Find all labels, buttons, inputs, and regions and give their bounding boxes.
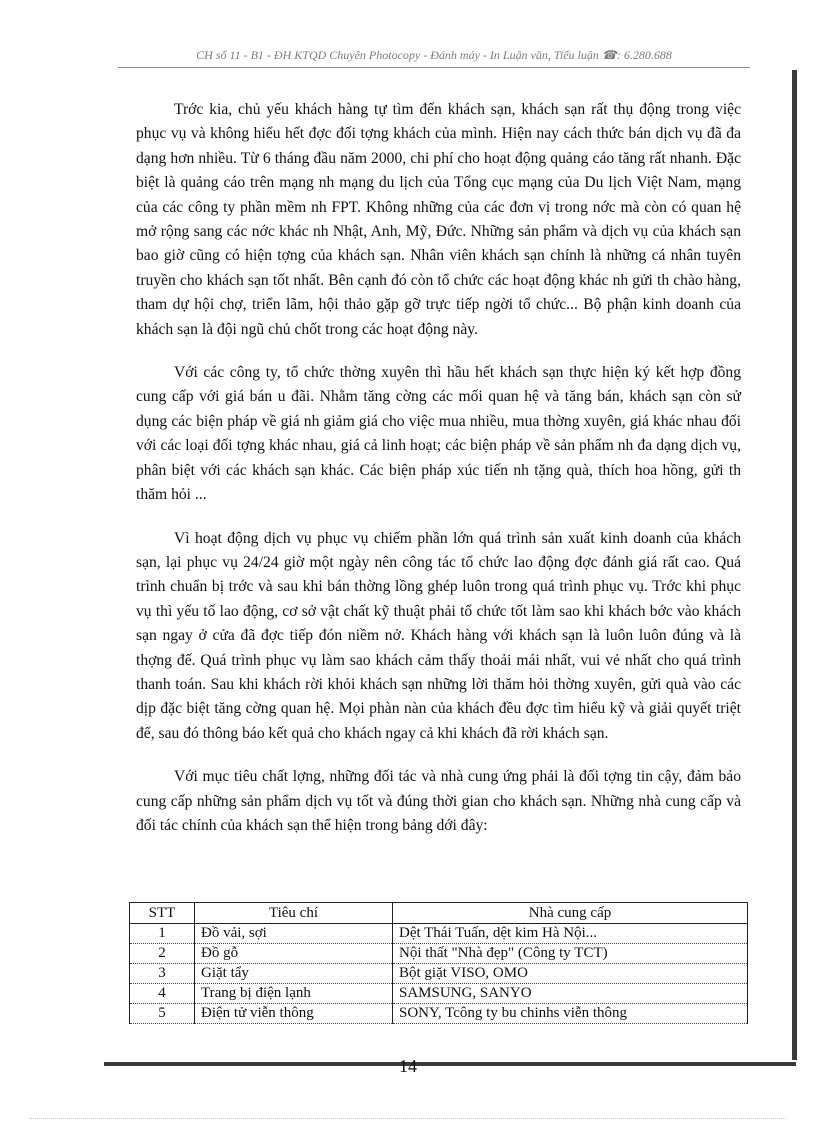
row-criteria: Điện tử viễn thông (195, 1004, 393, 1024)
row-supplier: SAMSUNG, SANYO (393, 984, 748, 1004)
row-criteria: Đồ vải, sợi (195, 924, 393, 944)
paragraph-pricing: Với các công ty, tổ chức thờng xuyên thì hầu hết khách sạn thực hiện ký kết hợp đồng cung cấp với giá bán u đãi. Nhằm tăng cờng các mối quan hệ và tăng bán, khách sạn còn sử dụng các biện pháp về giá nh giảm giá cho việc mua nhiều, mua thờng xuyên, giá khác nhau đối với các loại đối tợng khác nhau, giá cả linh hoạt; các biện pháp về sản phẩm nh đa dạng dịch vụ, phân biệt với các khách sạn khác. Các biện pháp xúc tiến nh tặng quà, thích hoa hồng, gửi th thăm hỏi ... (136, 364, 741, 504)
column-header-criteria: Tiêu chí (195, 903, 393, 924)
table-row (130, 964, 748, 984)
suppliers-table (129, 902, 748, 1024)
page-header: CH số 11 - B1 - ĐH KTQD Chuyên Photocopy - Đánh máy - In Luận văn, Tiểu luận ☎: 6.280.688 (118, 48, 750, 68)
table-row (130, 984, 748, 1004)
table-row (130, 924, 748, 944)
column-header-supplier: Nhà cung cấp (393, 903, 748, 924)
paragraph-advertising: Trớc kia, chủ yếu khách hàng tự tìm đến khách sạn, khách sạn rất thụ động trong việc phục vụ và không hiểu hết đợc đối tợng khách của mình. Hiện nay cách thức bán dịch vụ đã đa dạng hơn nhiều. Từ 6 tháng đầu năm 2000, chi phí cho hoạt động quảng cáo tăng rất nhanh. Đặc biệt là quảng cáo trên mạng nh mạng du lịch của Tổng cục mạng của Du lịch Việt Nam, mạng của các công ty phần mềm nh FPT. Không những của các đơn vị trong nớc mà còn có quan hệ mở rộng sang các nớc khác nh Nhật, Anh, Mỹ, Đức. Những sản phẩm và dịch vụ của khách sạn bao giờ cũng có hiện tợng của khách sạn. Nhân viên khách sạn chính là những cá nhân tuyên truyền cho khách sạn tốt nhất. Bên cạnh đó còn tổ chức các hoạt động khác nh gửi th chào hàng, tham dự hội chợ, triển lãm, hội thảo gặp gỡ trực tiếp ngời tổ chức... Bộ phận kinh doanh của khách sạn là đội ngũ chủ chốt trong các hoạt động này. (136, 101, 741, 338)
row-criteria: Đồ gỗ (195, 944, 393, 964)
row-criteria: Trang bị điện lạnh (195, 984, 393, 1004)
row-number: 5 (130, 1004, 195, 1024)
paragraph-suppliers-intro: Với mục tiêu chất lợng, những đối tác và nhà cung ứng phải là đối tợng tin cậy, đảm bảo cung cấp những sản phẩm dịch vụ tốt và đúng thời gian cho khách sạn. Những nhà cung cấp và đối tác chính của khách sạn thể hiện trong bảng dới đây: (136, 768, 741, 834)
row-criteria: Giặt tẩy (195, 964, 393, 984)
table-row (130, 1004, 748, 1024)
page-number: 14 (399, 1056, 417, 1076)
document-body (136, 98, 741, 857)
row-supplier: Nội thất "Nhà đẹp" (Công ty TCT) (393, 944, 748, 964)
footer-divider (30, 1118, 786, 1119)
paragraph-service-organization: Vì hoạt động dịch vụ phục vụ chiếm phần lớn quá trình sản xuất kinh doanh của khách sạn, lại phục vụ 24/24 giờ một ngày nên công tác tổ chức lao động đợc đánh giá rất cao. Quá trình chuẩn bị trớc và sau khi bán thờng lồng ghép luôn trong quá trình phục vụ. Trớc khi phục vụ thì yếu tố lao động, cơ sở vật chất kỹ thuật phải tổ chức tốt làm sao khi khách bớc vào khách sạn ngay ở cửa đã đợc tiếp đón niềm nở. Khách hàng với khách sạn là luôn luôn đúng và là thợng đế. Quá trình phục vụ làm sao khách cảm thấy thoải mái nhất, vui vẻ nhất cho quá trình thanh toán. Sau khi khách rời khỏi khách sạn những lời thăm hỏi thờng xuyên, gửi quà vào các dịp đặc biệt tăng cờng quan hệ. Mọi phàn nàn của khách đều đợc tìm hiểu kỹ và giải quyết triệt để, sau đó thông báo kết quả cho khách ngay cả khi khách đã rời khách sạn. (136, 529, 741, 742)
row-number: 1 (130, 924, 195, 944)
column-header-stt: STT (130, 903, 195, 924)
row-supplier: Bột giặt VISO, OMO (393, 964, 748, 984)
row-supplier: SONY, Tcông ty bu chinhs viễn thông (393, 1004, 748, 1024)
page-shadow-right (750, 70, 797, 1060)
row-number: 2 (130, 944, 195, 964)
table-header-row (130, 903, 748, 924)
row-supplier: Dệt Thái Tuấn, dệt kim Hà Nội... (393, 924, 748, 944)
row-number: 4 (130, 984, 195, 1004)
table-row (130, 944, 748, 964)
row-number: 3 (130, 964, 195, 984)
